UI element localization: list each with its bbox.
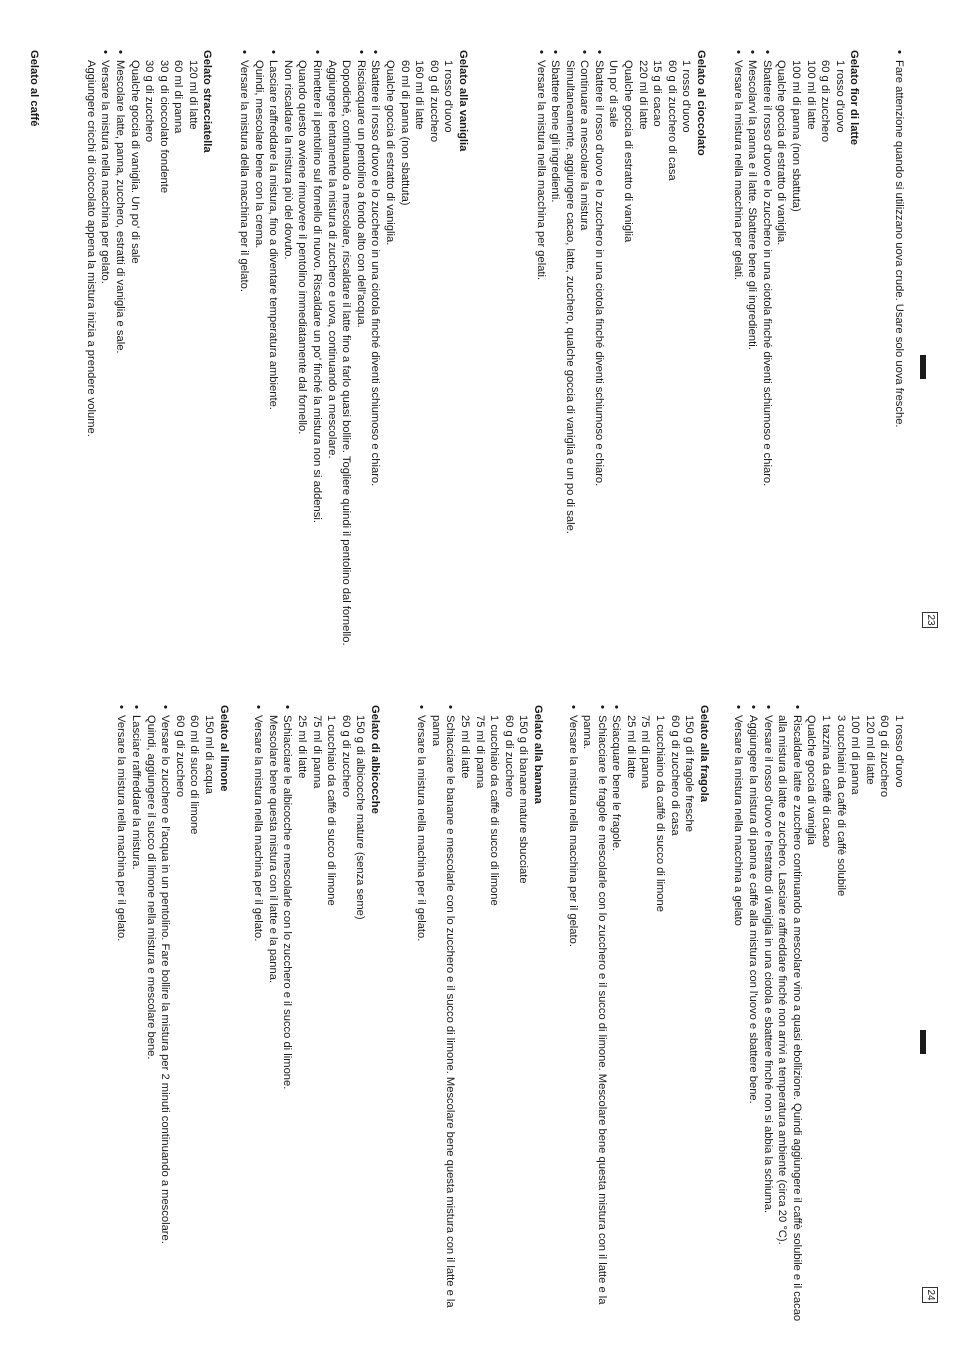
ingredient: Qualche goccia di estratto di vaniglia: [622, 60, 635, 243]
step: • Versare la mistura nella machina per il gelato.: [114, 705, 129, 1330]
step-continuation: Quando questo avviene rimuovere il pentolino immediatamente dal fornello.: [296, 60, 309, 435]
step: • Versare la mistura nella machina per il gelato.: [414, 705, 429, 1330]
step: • Mescolare latte, panna, zucchero, estratti di vaniglia e sale.: [112, 50, 127, 660]
step: • Versare la mistura nella macchina a gelato: [731, 705, 746, 1330]
step: • Lasciare raffreddare la mistura, fino a diventare temperatura ambiente.: [266, 50, 281, 660]
page-number: 24: [922, 1287, 938, 1303]
step: • Riscaldare latte e zucchero continuando a mescolare vino a quasi ebollizione. Quindi aggiungere il caffè solubile e il cacao alla mistura di latte e zucchero. Lasciare raffreddare finché non arrivi a temperatura ambiente (circa 20 °C).: [775, 705, 804, 1330]
ingredient: 150 ml di acqua: [203, 715, 216, 794]
ingredient: 1 rosso d'uovo: [893, 715, 905, 788]
recipe-title: Gelato alla vaniglia: [457, 50, 469, 152]
step: • Versare la mistura nella macchina per gelati.: [730, 50, 745, 660]
step: • Sciacquare bene le fragole.: [609, 705, 624, 1330]
ingredient: 60 ml di succo di limone: [188, 715, 201, 835]
column-2: [114, 705, 382, 1330]
ingredient: 15 g di cacao: [651, 60, 664, 127]
step: • Continuare a mescolare la mistura: [577, 50, 592, 660]
ingredient: 60 g di zucchero: [819, 60, 832, 143]
column-2: [27, 50, 470, 660]
ingredient: 25 ml di latte: [458, 715, 471, 779]
step: • Versare lo zucchero e l'acqua in un pentolino. Fare bollire la mistura per 2 minuti continuando a mescolare.: [158, 705, 173, 1330]
recipe-title: Gelato stracciatella: [201, 50, 214, 153]
ingredient: 120 ml di latte: [863, 715, 876, 785]
ingredient: 75 ml di panna: [473, 715, 486, 789]
step-continuation: Quindi, mescolare bene con la crema.: [252, 60, 265, 249]
step: • Schiacciare le fragole e mescolarle con lo zucchero e il succo di limone. Mescolare bene questa mistura con il latte e la panna.: [580, 705, 609, 1330]
step-continuation: Non riscaldare la mistura più del dovuto.: [281, 60, 294, 260]
ingredient: Qualche goccia di estratto di vaniglia.: [384, 60, 397, 246]
step: • Versare la mistura nella macchina per gelati.: [533, 50, 548, 660]
ingredient: Qualche goccia di estratto di vaniglia.: [775, 60, 788, 246]
step: • Mescolarvi la panna e il latte. Sbattere bene gli ingredienti.: [745, 50, 760, 660]
ingredient: 1 rosso d'uovo: [680, 60, 693, 133]
ingredient: 60 g di zucchero: [502, 715, 515, 798]
ingredient: 150 g di albicocche mature (senza seme): [354, 715, 367, 920]
binding-mark: [920, 1030, 926, 1054]
step: • Risciacquare un pentolino a fondo alto con dell'acqua.: [353, 50, 368, 660]
ingredient: 1 tazzina da caffè di cacao: [820, 715, 833, 848]
ingredient: 30 g di zucchero: [143, 60, 156, 143]
step: • Versare la mistura della macchina per il gelato.: [237, 50, 252, 660]
step-continuation: Mescolare bene questa mistura con il latte e la panna.: [266, 715, 279, 984]
ingredient: 1 cucchiaio da caffè di succo di limone: [488, 715, 501, 906]
recipe-title: Gelato di albicocche: [369, 705, 381, 814]
step-continuation: Aggiungere cricchi di cioccolato appena la mistura inizia a prendere volume.: [84, 60, 97, 437]
step-continuation: Simultaneamente, aggiungere cacao, latte, zucchero, qualche goccia di vaniglia e un po di sale.: [563, 60, 576, 534]
step: • Lasciare raffreddare la mistura.: [129, 705, 144, 1330]
ingredient: 60 g di zucchero di casa: [668, 715, 681, 836]
recipe-title: Gelato al cioccolato: [695, 50, 708, 156]
ingredient: 220 ml di latte: [636, 60, 649, 130]
step: • Schiacciare le albicocche e mescolarle con lo zucchero e il succo di limone.: [280, 705, 295, 1330]
page-24: [0, 675, 954, 1350]
ingredient: 100 ml di latte: [804, 60, 817, 130]
step: • Versare la mistura nella macchina per gelato.: [98, 50, 113, 660]
binding-mark: [920, 355, 926, 379]
ingredient: 75 ml di panna: [310, 715, 323, 789]
ingredient: 75 ml di panna: [639, 715, 652, 789]
ingredient: 1 cucchiaio da caffè di succo di limone: [325, 715, 338, 906]
ingredient: 60 g di zucchero: [427, 60, 440, 143]
ingredient: 60 g di zucchero: [173, 715, 186, 798]
recipe-title: Gelato alla banana: [531, 705, 544, 804]
ingredient: 60 g di zucchero di casa: [665, 60, 678, 181]
ingredient: 60 ml di panna: [172, 60, 185, 134]
step: • Schiacciare le banane e mescolarle con lo zucchero e il succo di limone. Mescolare bene questa mistura con il latte e la panna: [428, 705, 457, 1330]
step-continuation: Dopodiché, continuando a mescolare, riscaldare il latte fino a farlo quasi bollire. Togliere quindi il pentolino dal fornello. Aggiungere lentamente la mistura di zucchero e uova, continuando a mescolare.: [325, 60, 353, 646]
recipe-title: Gelato al caffé: [28, 50, 41, 127]
step: • Versare il rosso d'uovo e l'estratto di vaniglia in una ciotola e sbattere finché non si abbia la schiuma.: [760, 705, 775, 1330]
ingredient: 1 cucchiaino da caffè di succo di limone: [654, 715, 667, 912]
ingredient: 25 ml di latte: [624, 715, 637, 779]
step-continuation: Quindi, aggiungere il succo di limone nella mistura e mescolare bene.: [144, 715, 157, 1060]
ingredient: 100 ml di panna: [849, 715, 862, 795]
ingredient: 1 rosso d'uovo: [833, 60, 846, 133]
step: • Aggiungere la mistura di panna e caffè alla mistura con l'uovo e sbattere bene.: [745, 705, 760, 1330]
ingredient: 150 g di banane mature sbucciate: [517, 715, 530, 884]
ingredient: 1 rosso d'uovo: [442, 60, 455, 133]
recipe-title: Gelato fior di latte: [848, 50, 861, 146]
step: • Rimettere il pentolino sul fornello di nuovo. Riscaldare un po' finché la mistura non si addensi.: [309, 50, 324, 660]
column-1: [533, 50, 906, 660]
ingredient: Qualche goccia di vaniglia: [805, 715, 818, 845]
step: • Versare la mistura nella macchina per il gelato.: [565, 705, 580, 1330]
step: • Sbattere il rosso d'uovo e lo zucchero in una ciotola finché diventi schiumoso e chiaro.: [591, 50, 606, 660]
ingredient: 150 g di fragole fresche: [683, 715, 696, 832]
ingredient: Un po' di sale: [607, 60, 620, 128]
step: • Sbattere bene gli ingredienti.: [548, 50, 563, 660]
ingredient: 3 cucchiaini da caffè di caffè solubile: [834, 715, 847, 897]
step: • Sbattere il rosso d'uovo e lo zucchero in una ciotola finché diventi schiumoso e chiaro.: [759, 50, 774, 660]
ingredient: 160 ml di latte: [413, 60, 426, 130]
ingredient: 100 ml di panna (non sbattuta): [790, 60, 803, 212]
ingredient: Qualche goccia di vaniglia. Un po' di sale: [128, 60, 141, 264]
recipe-title: Gelato al limone: [217, 705, 230, 792]
ingredient: 120 ml di latte: [186, 60, 199, 130]
ingredient: 60 ml di panna (non sbattuta): [398, 60, 411, 206]
column-1: [414, 705, 906, 1330]
ingredient: 30 g di cioccolato fondente: [157, 60, 170, 194]
page-number: 23: [922, 612, 938, 628]
ingredient: 60 g di zucchero: [339, 715, 352, 798]
ingredient: 60 g di zucchero: [878, 715, 891, 798]
step: • Sbattere il rosso d'uovo e lo zucchero in una ciotola finché diventi schiumoso e chiaro.: [368, 50, 383, 660]
step: • Versare la mistura nella machina per il gelato.: [251, 705, 266, 1330]
recipe-title: Gelato alla fragola: [697, 705, 710, 802]
ingredient: 25 ml di latte: [296, 715, 309, 779]
intro-note: • Fare attenzione quando si utilizzano uova crude. Usare solo uova fresche.: [891, 50, 906, 660]
